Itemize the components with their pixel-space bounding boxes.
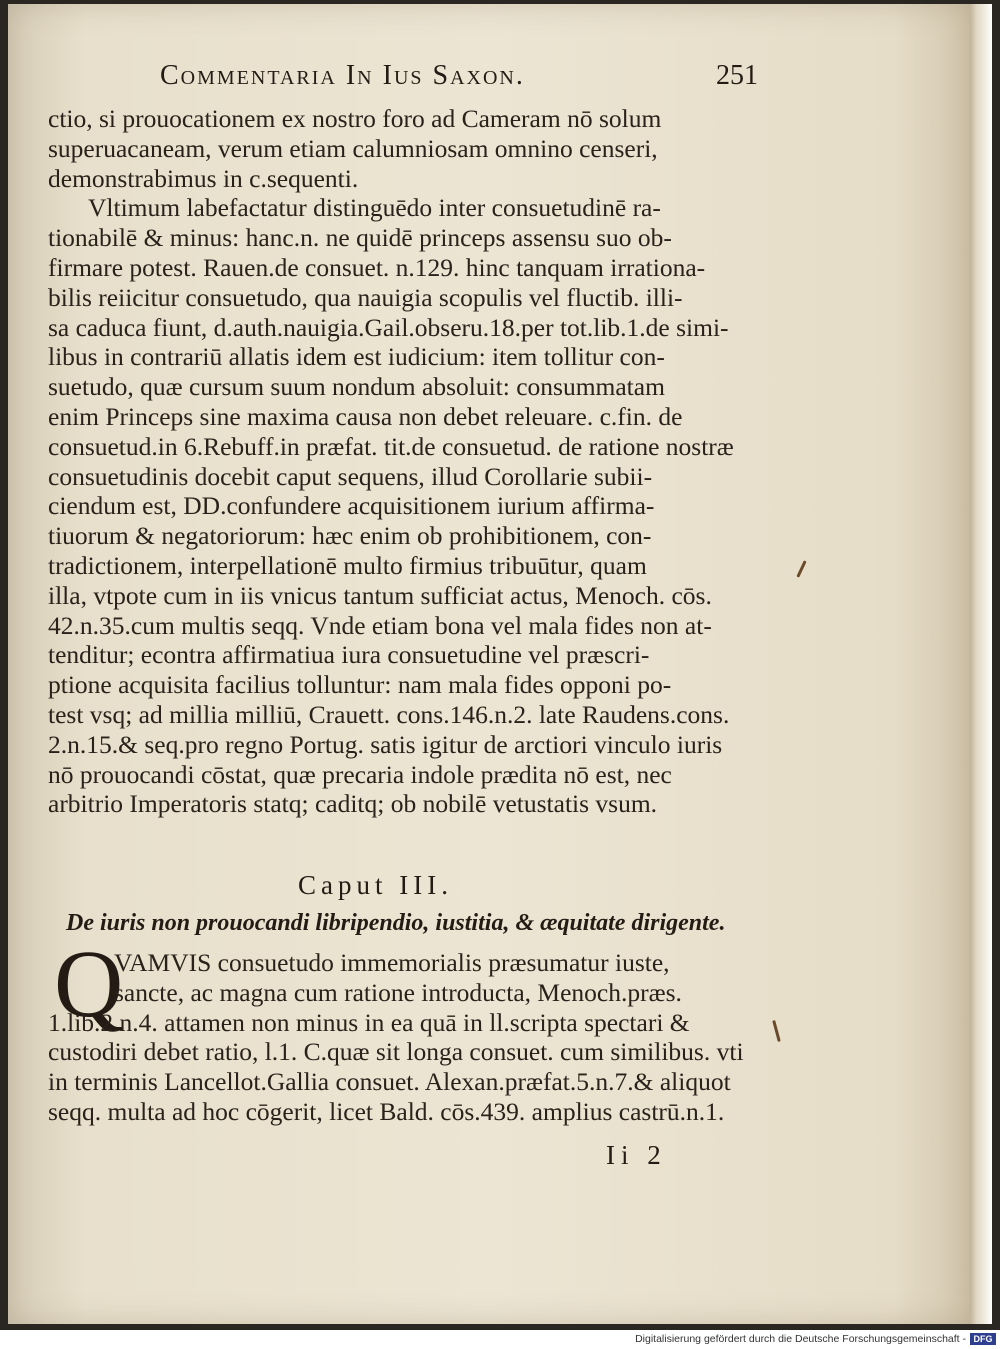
signature-mark: Ii 2	[606, 1140, 667, 1170]
text-line: 1.lib.2.n.4. attamen non minus in ea quā in ll.scripta spectari &	[48, 1007, 690, 1037]
text-line: ptione acquisita facilius tolluntur: nam mala fides opponi po-	[48, 670, 672, 700]
text-line: bilis reiicitur consuetudo, qua nauigia scopulis vel fluctib. illi-	[48, 282, 683, 312]
text-line: consuetud.in 6.Rebuff.in præfat. tit.de consuetud. de ratione nostræ	[48, 431, 734, 461]
text-line: Vltimum labefactatur distinguēdo inter consuetudinē ra-	[88, 193, 661, 223]
text-line: libus in contrariū allatis idem est iudicium: item tollitur con-	[48, 342, 665, 372]
text-line: consuetudinis docebit caput sequens, illud Corollarie subii-	[48, 461, 653, 491]
text-line: superuacaneam, verum etiam calumniosam omnino censeri,	[48, 133, 658, 163]
body-text	[48, 104, 760, 819]
text-line: custodiri debet ratio, l.1. C.quæ sit longa consuet. cum similibus. vti	[48, 1037, 744, 1067]
page-edge	[970, 4, 992, 1324]
text-line: illa, vtpote cum in iis vnicus tantum sufficiat actus, Menoch. cōs.	[48, 580, 712, 610]
text-line: tradictionem, interpellationē multo firmius tribuūtur, quam	[48, 550, 647, 580]
text-line: demonstrabimus in c.sequenti.	[48, 163, 359, 193]
text-line: ctio, si prouocationem ex nostro foro ad Cameram nō solum	[48, 104, 662, 133]
text-line: tiuorum & negatoriorum: hæc enim ob prohibitionem, con-	[48, 521, 652, 551]
text-line: nō prouocandi cōstat, quæ precaria indole prædita nō est, nec	[48, 759, 672, 789]
text-line: seqq. multa ad hoc cōgerit, licet Bald. cōs.439. amplius castrū.n.1.	[48, 1096, 725, 1126]
text-line: VAMVIS consuetudo immemorialis præsumatur iuste,	[114, 948, 670, 977]
drop-cap: Q	[54, 930, 124, 1037]
dfg-logo-icon: DFG	[970, 1333, 996, 1345]
text-line: sancte, ac magna cum ratione introducta, Menoch.præs.	[114, 977, 682, 1007]
page-number: 251	[716, 60, 758, 91]
text-line: 42.n.35.cum multis seqq. Vnde etiam bona vel mala fides non at-	[48, 610, 712, 640]
text-line: 2.n.15.& seq.pro regno Portug. satis igitur de arctiori vinculo iuris	[48, 729, 723, 759]
text-line: suetudo, quæ cursum suum nondum absoluit: consummatam	[48, 372, 665, 402]
text-line: firmare potest. Rauen.de consuet. n.129. hinc tanquam irrationa-	[48, 252, 706, 282]
text-line: arbitrio Imperatoris statq; caditq; ob nobilē vetustatis vsum.	[48, 789, 658, 819]
text-line: tionabilē & minus: hanc.n. ne quidē princeps assensu suo ob-	[48, 223, 672, 253]
chapter-subtitle: De iuris non prouocandi libripendio, iustitia, & æquitate dirigente.	[66, 910, 726, 936]
text-line: tenditur; econtra affirmatiua iura consuetudine vel præscri-	[48, 640, 650, 670]
text-line: ciendum est, DD.confundere acquisitionem iurium affirma-	[48, 491, 655, 521]
text-line: sa caduca fiunt, d.auth.nauigia.Gail.obseru.18.per tot.lib.1.de simi-	[48, 312, 729, 342]
text-line: test vsq; ad millia milliū, Crauett. cons.146.n.2. late Raudens.cons.	[48, 699, 730, 729]
running-title: Commentaria In Ius Saxon.	[160, 60, 525, 91]
chapter-text	[48, 948, 760, 1127]
footer-credit: Digitalisierung gefördert durch die Deutsche Forschungsgemeinschaft -	[635, 1333, 966, 1345]
text-line: in terminis Lancellot.Gallia consuet. Alexan.præfat.5.n.7.& aliquot	[48, 1067, 731, 1097]
chapter-title: Caput III.	[298, 870, 453, 900]
text-line: enim Princeps sine maxima causa non debet releuare. c.fin. de	[48, 401, 683, 431]
